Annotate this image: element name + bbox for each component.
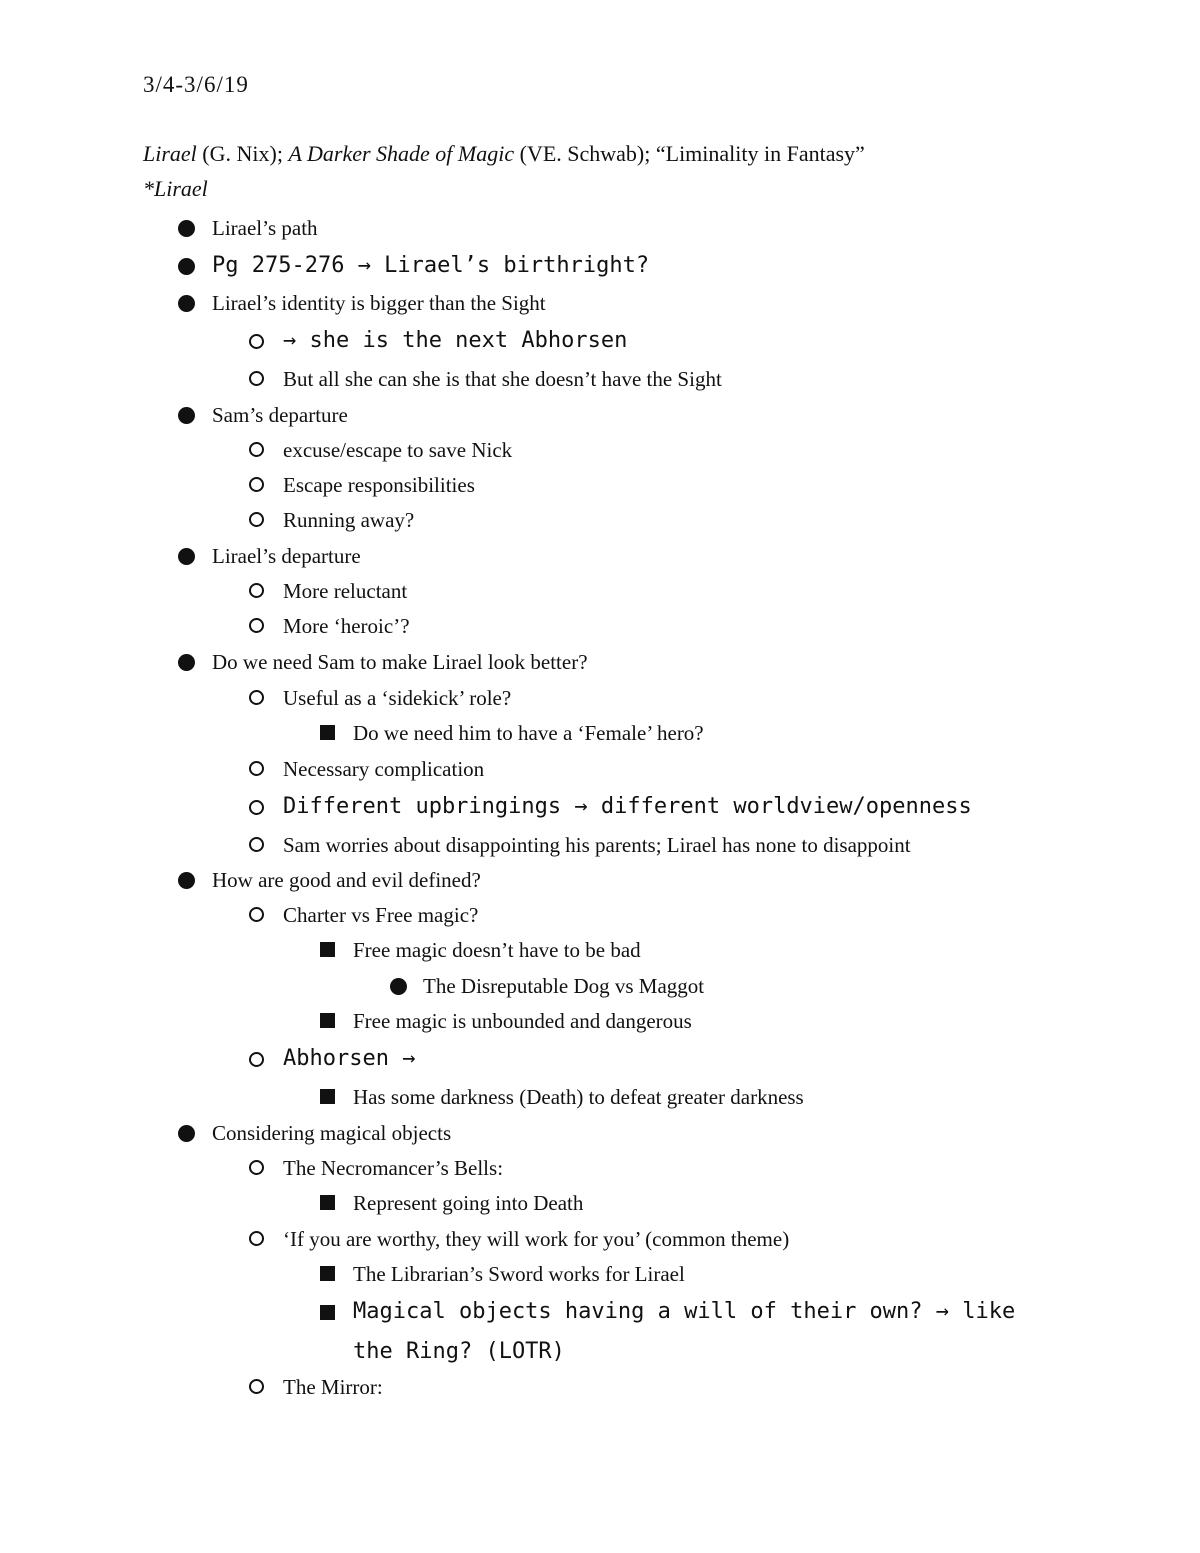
bullet-circle-icon <box>249 371 264 386</box>
note-item: Magical objects having a will of their own? → like the Ring? (LOTR) <box>353 1299 1016 1364</box>
bullet-square-icon <box>320 1013 335 1028</box>
bullet-disc-icon <box>178 872 195 889</box>
note-item: Useful as a ‘sidekick’ role? <box>283 686 512 710</box>
note-item: ‘If you are worthy, they will work for you’ (common theme) <box>283 1227 790 1251</box>
bullet-disc-icon <box>178 548 195 565</box>
bullet-disc-icon <box>178 295 195 312</box>
note-item: Sam worries about disappointing his parents; Lirael has none to disappoint <box>283 833 911 857</box>
bullet-circle-icon <box>249 1231 264 1246</box>
bullet-disc-icon <box>390 978 407 995</box>
reading-darker-shade-author: (VE. Schwab); “Liminality in Fantasy” <box>514 141 865 166</box>
bullet-circle-icon <box>249 477 264 492</box>
note-item: Sam’s departure <box>212 403 348 427</box>
bullet-circle-icon <box>249 1160 264 1175</box>
readings-line <box>143 141 865 167</box>
note-item: Considering magical objects <box>212 1121 452 1145</box>
bullet-circle-icon <box>249 761 264 776</box>
note-item: Free magic doesn’t have to be bad <box>353 938 641 962</box>
bullet-circle-icon <box>249 1052 264 1067</box>
note-item: The Mirror: <box>283 1375 383 1399</box>
reading-lirael-title: Lirael <box>143 141 197 166</box>
bullet-square-icon <box>320 1089 335 1104</box>
bullet-disc-icon <box>178 1125 195 1142</box>
bullet-circle-icon <box>249 1379 264 1394</box>
bullet-square-icon <box>320 1195 335 1210</box>
note-item: Lirael’s identity is bigger than the Sight <box>212 291 546 315</box>
bullet-circle-icon <box>249 690 264 705</box>
note-item: More ‘heroic’? <box>283 614 410 638</box>
note-item: Has some darkness (Death) to defeat greater darkness <box>353 1085 804 1109</box>
note-item: excuse/escape to save Nick <box>283 438 513 462</box>
note-item: But all she can she is that she doesn’t have the Sight <box>283 367 722 391</box>
bullet-square-icon <box>320 942 335 957</box>
note-item: Pg 275-276 → Lirael’s birthright? <box>212 253 650 278</box>
note-item: Escape responsibilities <box>283 473 475 497</box>
note-item: Abhorsen → <box>283 1046 416 1071</box>
bullet-circle-icon <box>249 334 264 349</box>
bullet-circle-icon <box>249 583 264 598</box>
note-item: The Necromancer’s Bells: <box>283 1156 504 1180</box>
note-item: Different upbringings → different worldview/openness <box>283 794 972 819</box>
bullet-circle-icon <box>249 618 264 633</box>
note-item: The Librarian’s Sword works for Lirael <box>353 1262 685 1286</box>
bullet-disc-icon <box>178 407 195 424</box>
bullet-disc-icon <box>178 258 195 275</box>
note-item: Do we need Sam to make Lirael look better? <box>212 650 588 674</box>
note-item: → she is the next Abhorsen <box>283 328 628 353</box>
note-item: More reluctant <box>283 579 408 603</box>
section-title: *Lirael <box>143 176 208 201</box>
bullet-square-icon <box>320 1266 335 1281</box>
bullet-circle-icon <box>249 800 264 815</box>
bullet-square-icon <box>320 1305 335 1320</box>
note-item: Represent going into Death <box>353 1191 584 1215</box>
note-item: Free magic is unbounded and dangerous <box>353 1009 692 1033</box>
reading-lirael-author: (G. Nix); <box>196 141 289 166</box>
bullet-circle-icon <box>249 837 264 852</box>
bullet-disc-icon <box>178 220 195 237</box>
note-item: The Disreputable Dog vs Maggot <box>423 974 705 998</box>
note-item: Lirael’s departure <box>212 544 361 568</box>
bullet-circle-icon <box>249 442 264 457</box>
bullet-circle-icon <box>249 512 264 527</box>
note-item: Charter vs Free magic? <box>283 903 479 927</box>
reading-darker-shade-title: A Darker Shade of Magic <box>288 141 515 166</box>
bullet-disc-icon <box>178 654 195 671</box>
note-item: Do we need him to have a ‘Female’ hero? <box>353 721 704 745</box>
note-item: Necessary complication <box>283 757 485 781</box>
note-item: Running away? <box>283 508 415 532</box>
date-heading: 3/4-3/6/19 <box>143 72 249 97</box>
note-item: Lirael’s path <box>212 216 318 240</box>
bullet-square-icon <box>320 725 335 740</box>
bullet-circle-icon <box>249 907 264 922</box>
note-item: How are good and evil defined? <box>212 868 481 892</box>
